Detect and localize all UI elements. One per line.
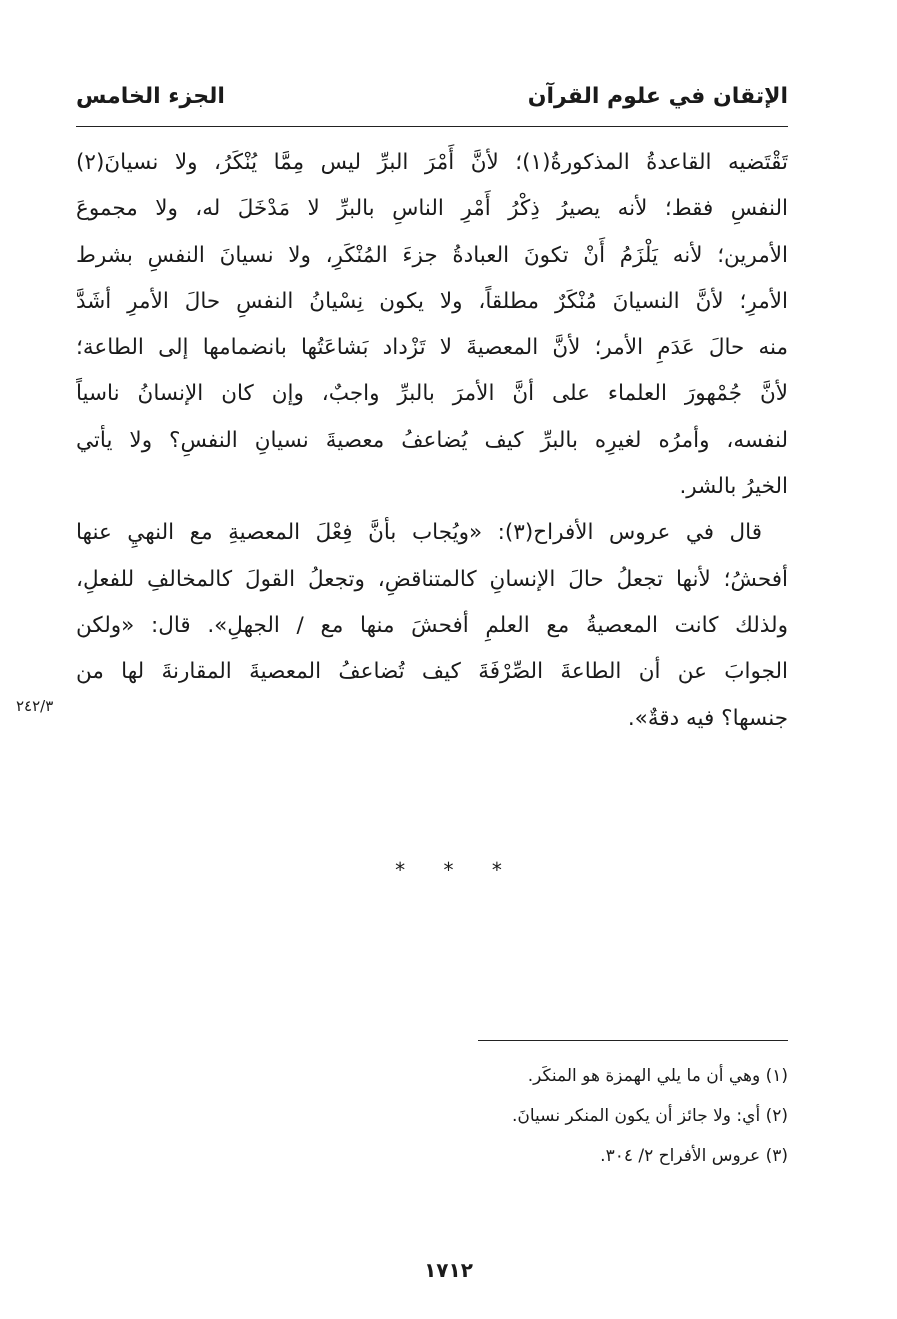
section-separator: [0, 858, 897, 882]
main-text: [76, 140, 788, 742]
paragraph-2: [76, 510, 788, 741]
footnote-2: (٢) أي: ولا جائز أن يكون المنكر نسيانَ.: [511, 1106, 788, 1126]
text-line: النفسِ فقط؛ لأنه يصيرُ ذِكْرُ أَمْرِ الناسِ بالبرِّ لا مَدْخَلَ له، ولا مجموعَ: [76, 196, 788, 222]
text-line: منه حالَ عَدَمِ الأمر؛ لأنَّ المعصيةَ لا تَزْداد بَشاعَتُها بانضمامها إلى الطاعة؛: [76, 335, 788, 361]
footnotes: [368, 1056, 788, 1176]
separator-star: *: [491, 858, 502, 882]
text-line: أفحشُ؛ لأنها تجعلُ حالَ الإنسانِ كالمتناقضِ، وتجعلُ القولَ كالمخالفِ للفعلِ،: [76, 566, 788, 592]
separator-star: *: [443, 858, 454, 882]
part-label: الجزء الخامس: [76, 84, 225, 109]
running-header: [76, 84, 788, 120]
text-line: لأنَّ جُمْهورَ العلماء على أنَّ الأمرَ بالبرِّ واجبٌ، وإن كان الإنسانُ ناسياً: [76, 381, 788, 407]
text-line: لنفسه، وأمرُه لغيرِه بالبرِّ كيف يُضاعفُ معصيةَ نسيانِ النفسِ؟ ولا يأتي: [76, 427, 788, 453]
text-line: جنسها؟ فيه دقةٌ».: [627, 705, 788, 731]
text-line: قال في عروس الأفراح(٣): «ويُجاب بأنَّ فِعْلَ المعصيةِ مع النهيِ عنها: [76, 520, 763, 546]
separator-star: *: [395, 858, 406, 882]
book-title: الإتقان في علوم القرآن: [527, 84, 788, 109]
page-number: ١٧١٢: [424, 1258, 473, 1282]
text-line: الخيرُ بالشر.: [679, 474, 788, 500]
footnote-divider: [478, 1040, 788, 1041]
text-line: الجوابَ عن أن الطاعةَ الصِّرْفَةَ كيف تُضاعفُ المعصيةَ المقارنةَ لها من: [76, 659, 788, 685]
footnote-3: (٣) عروس الأفراح ٢/ ٣٠٤.: [600, 1146, 788, 1166]
text-line: الأمرين؛ لأنه يَلْزَمُ أَنْ تكونَ العبادةُ جزءَ المُنْكَرِ، ولا نسيانَ النفسِ بشرط: [76, 242, 788, 268]
text-line: ولذلك كانت المعصيةُ مع العلمِ أفحشَ منها مع / الجهلِ». قال: «ولكن: [76, 612, 788, 638]
header-divider: [76, 126, 788, 127]
paragraph-1: [76, 140, 788, 510]
margin-page-reference: ٢٤٢/٣: [16, 697, 54, 715]
footnote-1: (١) وهي أن ما يلي الهمزة هو المنكَر.: [527, 1066, 788, 1086]
text-line: تَقْتَضيه القاعدةُ المذكورةُ(١)؛ لأنَّ أَمْرَ البرِّ ليس مِمَّا يُنْكَرُ، ولا نسيانَ(٢): [76, 150, 788, 175]
text-line: الأمرِ؛ لأنَّ النسيانَ مُنْكَرٌ مطلقاً، ولا يكون نِسْيانُ النفسِ حالَ الأمرِ أشَدَّ: [76, 288, 788, 314]
